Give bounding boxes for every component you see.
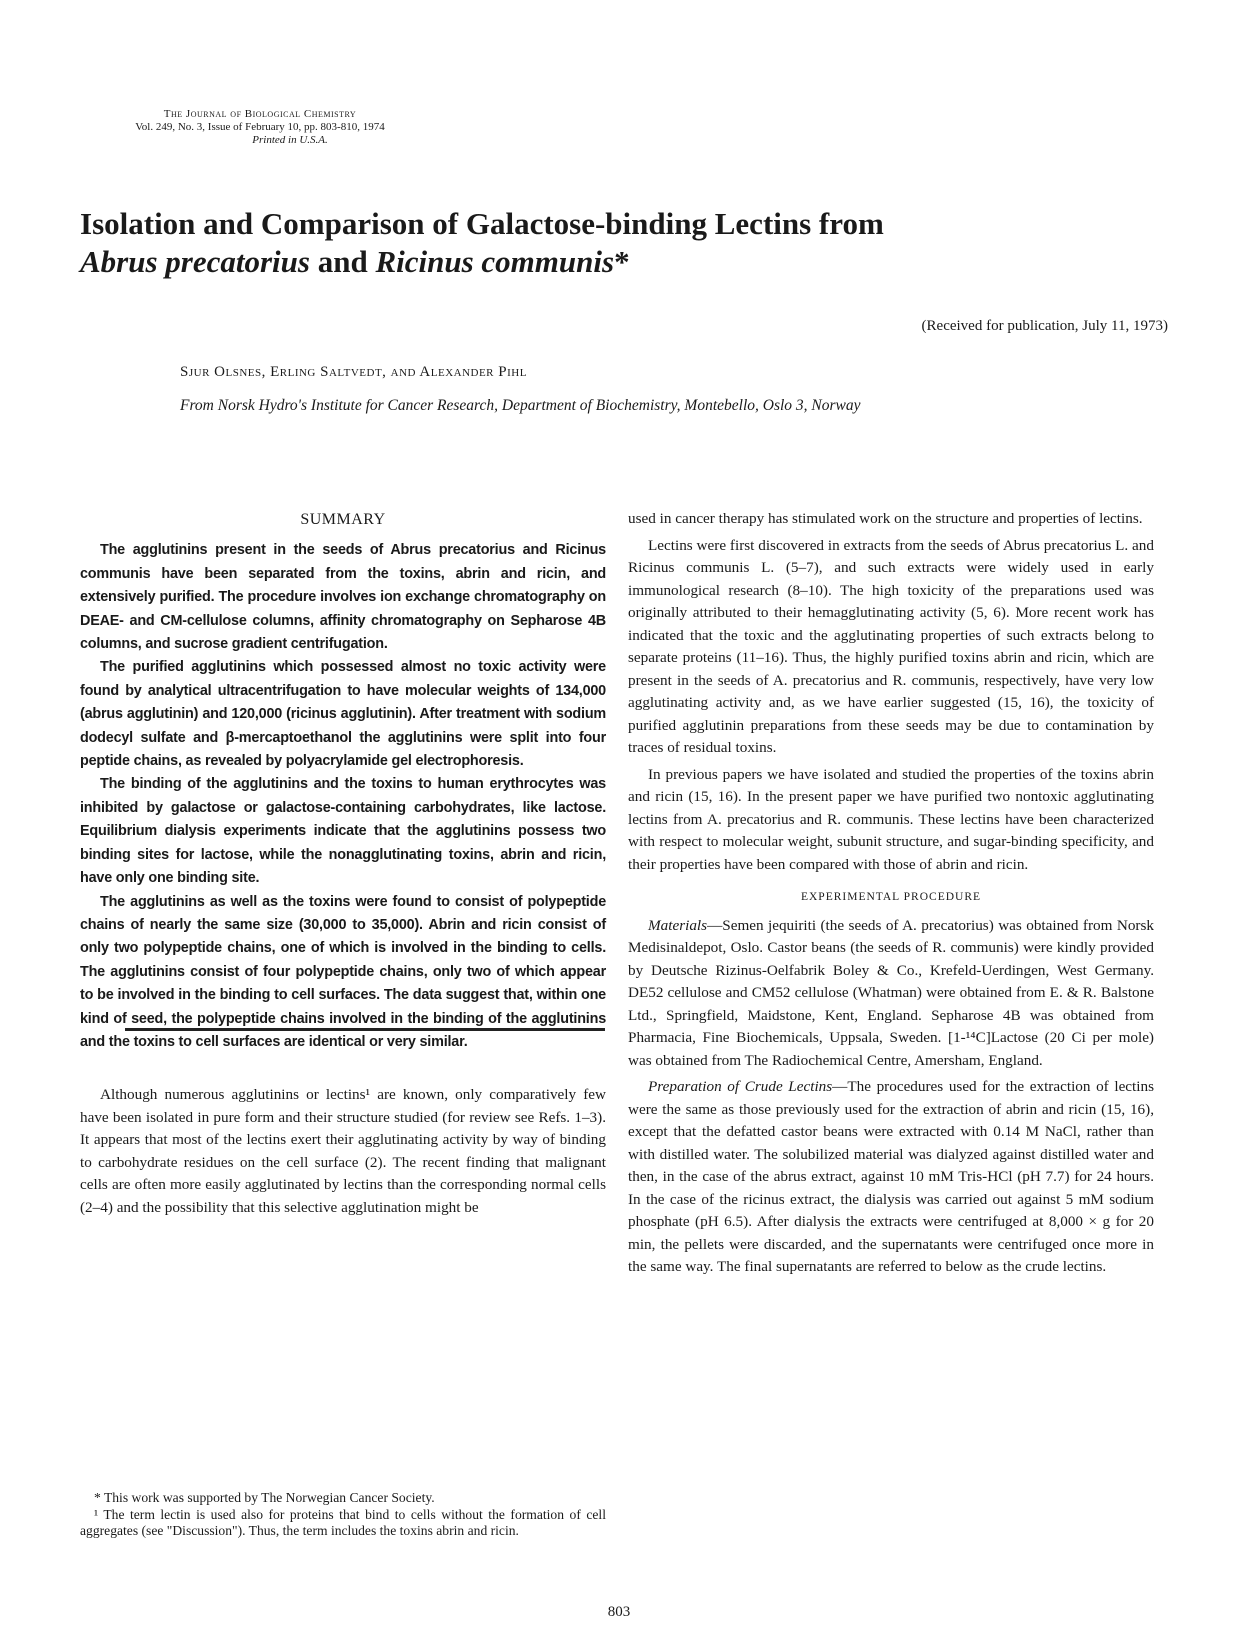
received-date: (Received for publication, July 11, 1973): [921, 318, 1168, 334]
summary-paragraph: The agglutinins as well as the toxins were found to consist of polypeptide chains of nearly the same size (30,000 to 35,000). Abrin and ricin consist of only two polypeptide chains, one of which is involved in the binding to cells. The agglutinins consist of four polypeptide chains, only two of which appear to be involved in the binding to cell surfaces. The data suggest that, within one kind of seed, the polypeptide chains involved in the binding of the agglutinins and the toxins to cell surfaces are identical or very similar.: [80, 893, 606, 1050]
intro-paragraph: Although numerous agglutinins or lectins¹ are known, only comparatively few have been isolated in pure form and their structure studied (for review see Refs. 1–3). It appears that most of the lectins exert their agglutinating activity by way of binding to carbohydrate residues on the cell surface (2). The recent finding that malignant cells are often more easily agglutinated by lectins than the corresponding normal cells (2–4) and the possibility that this selective agglutination might be: [80, 1086, 606, 1216]
authors: Sjur Olsnes, Erling Saltvedt, and Alexander Pihl: [180, 364, 527, 380]
right-column: [628, 508, 1154, 1283]
title-species-ricinus: Ricinus communis: [375, 244, 615, 279]
lectin-history-paragraph: Lectins were first discovered in extracts from the seeds of Abrus precatorius L. and Ricinus communis L. (5–7), and such extracts were widely used in early immunological research (8–10). The high toxicity of the preparations used was originally attributed to their hemagglutinating activity (5, 6). More recent work has indicated that the toxic and the agglutinating properties of such extracts belong to separate proteins (11–16). Thus, the highly purified toxins abrin and ricin, which are present in the seeds of A. precatorius and R. communis, respectively, have very low agglutinating activity and, as we have earlier suggested (15, 16), the toxicity of purified agglutinin preparations from these seeds may be due to contamination by traces of residual toxins.: [628, 536, 1154, 756]
preparation-label: Preparation of Crude Lectins: [648, 1078, 833, 1095]
journal-header: [95, 108, 425, 147]
materials-paragraph: [628, 915, 1154, 1073]
journal-volume: Vol. 249, No. 3, Issue of February 10, pp. 803-810, 1974: [135, 121, 385, 133]
summary-paragraph: The purified agglutinins which possessed almost no toxic activity were found by analytical ultracentrifugation to have molecular weights of 134,000 (abrus agglutinin) and 120,000 (ricinus agglutinin). After treatment with sodium dodecyl sulfate and β-mercaptoethanol the agglutinins were split into four peptide chains, as revealed by polyacrylamide gel electrophoresis.: [80, 659, 606, 770]
section-divider: [125, 1028, 605, 1031]
article-title: [80, 205, 1160, 281]
journal-name: The Journal of Biological Chemistry: [163, 108, 357, 120]
page-number: 803: [607, 1604, 631, 1620]
footnote-lectin: ¹ The term lectin is used also for proteins that bind to cells without the formation of cell aggregates (see "Discussion"). Thus, the term includes the toxins abrin and ricin.: [80, 1506, 606, 1538]
introduction: [80, 1084, 606, 1219]
materials-text: —Semen jequiriti (the seeds of A. precatorius) was obtained from Norsk Medisinaldepot, Oslo. Castor beans (the seeds of R. communis) were kindly provided by Deutsche Rizinus-Oelfabrik Boley & Co., Krefeld-Uerdingen, West Germany. DE52 cellulose and CM52 cellulose (Whatman) were obtained from E. & R. Balstone Ltd., Springfield, Maidstone, Kent, England. Sepharose 4B was obtained from Pharmacia, Fine Biochemicals, Uppsala, Sweden. [1-¹⁴C]Lactose (20 Ci per mole) was obtained from The Radiochemical Centre, Amersham, England.: [628, 916, 1154, 1069]
journal-printed: Printed in U.S.A.: [252, 134, 328, 146]
footnotes: [80, 1490, 606, 1540]
experimental-procedure-heading: EXPERIMENTAL PROCEDURE: [800, 891, 982, 903]
title-species-abrus: Abrus precatorius: [80, 244, 310, 279]
summary-paragraph: The binding of the agglutinins and the toxins to human erythrocytes was inhibited by galactose or galactose-containing carbohydrates, like lactose. Equilibrium dialysis experiments indicate that the agglutinins possess two binding sites for lactose, while the nonagglutinating toxins, abrin and ricin, have only one binding site.: [80, 776, 606, 887]
preparation-paragraph: [628, 1076, 1154, 1279]
title-and: and: [309, 244, 376, 279]
summary-section: [80, 508, 606, 1054]
preparation-text: —The procedures used for the extraction of lectins were the same as those previously used for the extraction of abrin and ricin (15, 16), except that the defatted castor beans were extracted with 0.14 M NaCl, rather than with distilled water. The solubilized material was dialyzed against distilled water and then, in the case of the abrus extract, against 10 mM Tris-HCl (pH 7.7) for 24 hours. In the case of the ricinus extract, the dialysis was carried out against 5 mM sodium phosphate (pH 6.5). After dialysis the extracts were centrifuged at 8,000 × g for 20 min, the pellets were discarded, and the supernatants were centrifuged once more in the same way. The final supernatants are referred to below as the crude lectins.: [628, 1078, 1154, 1275]
title-asterisk: *: [614, 244, 630, 279]
summary-heading: SUMMARY: [300, 511, 386, 528]
title-line1: Isolation and Comparison of Galactose-binding Lectins from: [80, 206, 884, 241]
materials-label: Materials: [648, 916, 708, 934]
previous-work-paragraph: In previous papers we have isolated and studied the properties of the toxins abrin and ricin (15, 16). In the present paper we have purified two nontoxic agglutinating lectins from A. precatorius and R. communis. These lectins have been characterized with respect to molecular weight, subunit structure, and sugar-binding specificity, and their properties have been compared with those of abrin and ricin.: [628, 765, 1154, 873]
affiliation: From Norsk Hydro's Institute for Cancer Research, Department of Biochemistry, Montebello, Oslo 3, Norway: [180, 397, 861, 414]
intro-continued: used in cancer therapy has stimulated work on the structure and properties of lectins.: [628, 510, 1143, 527]
footnote-funding: * This work was supported by The Norwegian Cancer Society.: [94, 1490, 435, 1505]
summary-paragraph: The agglutinins present in the seeds of Abrus precatorius and Ricinus communis have been separated from the toxins, abrin and ricin, and extensively purified. The procedure involves ion exchange chromatography on DEAE- and CM-cellulose columns, affinity chromatography on Sepharose 4B columns, and sucrose gradient centrifugation.: [80, 542, 606, 653]
